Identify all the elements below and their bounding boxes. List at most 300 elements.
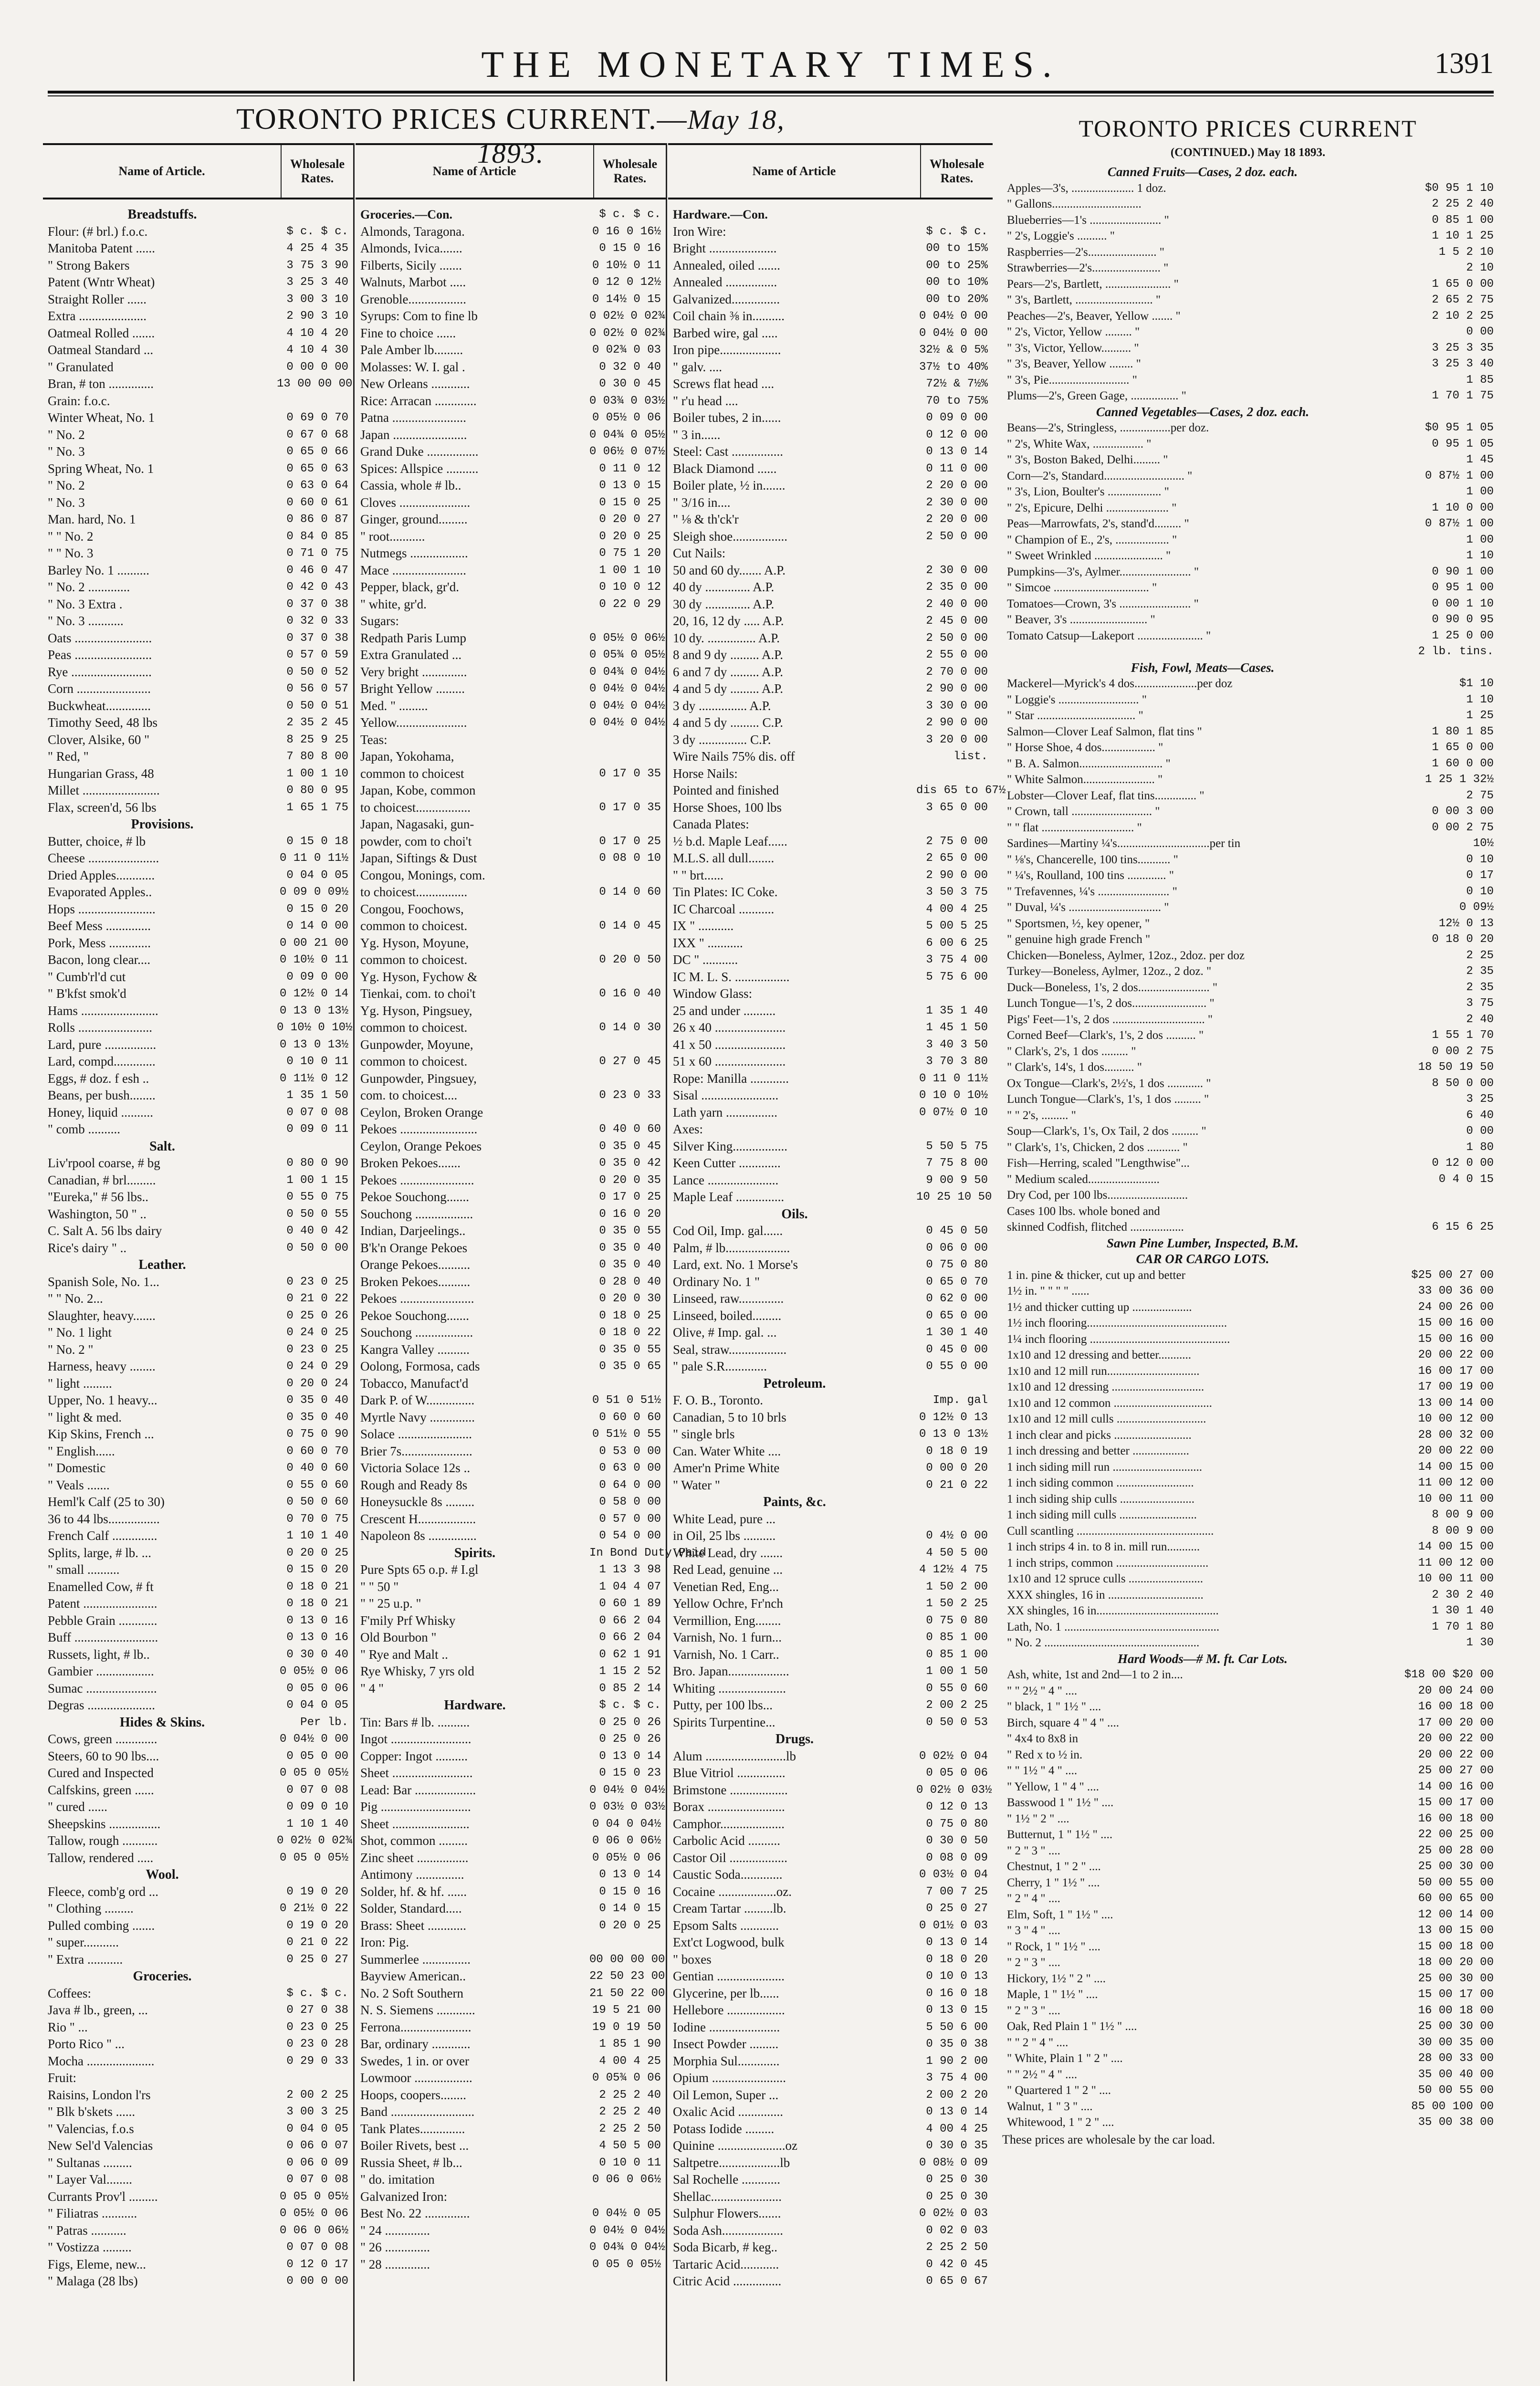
article-name: Cloves ...................... (360, 495, 471, 510)
price-row (360, 2188, 661, 2206)
article-rate: 15 00 16 00 (1418, 1332, 1494, 1346)
article-name: Kangra Valley .......... (360, 1342, 470, 1357)
article-name: Linseed, raw.............. (673, 1291, 784, 1306)
section-heading (1007, 164, 1494, 180)
price-row (48, 630, 348, 647)
article-name: Almonds, Ivica....... (360, 241, 462, 255)
price-row (673, 1392, 988, 1409)
article-rate: 13 00 14 00 (1418, 1396, 1494, 1410)
price-row (360, 2036, 661, 2053)
article-name: Patent (Wntr Wheat) (48, 275, 155, 289)
article-name: " Sweet Wrinkled ....................... " (1007, 549, 1171, 562)
price-row (1007, 628, 1494, 644)
price-row (673, 1680, 988, 1697)
section-heading (673, 1206, 988, 1223)
price-row (48, 460, 348, 478)
price-row (360, 1206, 661, 1223)
price-row (673, 1884, 988, 1901)
price-row (360, 359, 661, 376)
article-rate: 0 17 0 25 (599, 835, 661, 848)
article-name: Steel: Cast ................ (673, 444, 783, 459)
price-row (673, 1053, 988, 1070)
price-row (48, 1697, 348, 1714)
price-row (360, 1104, 661, 1121)
price-row (360, 274, 661, 291)
article-rate: 0 21 0 22 (926, 1478, 988, 1492)
article-name: " 2's, Victor, Yellow ......... " (1007, 325, 1140, 338)
article-rate: 1 10 1 40 (286, 1529, 348, 1542)
article-name: Tomato Catsup—Lakeport ...................... " (1007, 629, 1211, 642)
article-rate: 0 04 0 05 (286, 869, 348, 882)
article-rate: 0 30 0 50 (926, 1834, 988, 1847)
price-row (1007, 1475, 1494, 1491)
article-name: Morphia Sul............. (673, 2053, 780, 2068)
article-rate: 0 04½ 0 04½ (589, 1783, 665, 1797)
article-rate (277, 816, 348, 833)
article-name: Duck—Boneless, 1's, 2 dos........................ " (1007, 981, 1218, 994)
article-name: XX shingles, 16 in......................................... (1007, 1604, 1219, 1617)
price-row (673, 1155, 988, 1172)
article-name: Liv'rpool coarse, # bg (48, 1156, 160, 1170)
article-rate: 0 14 0 00 (286, 920, 348, 932)
article-rate: 85 00 100 00 (1411, 2100, 1494, 2113)
price-row (48, 1087, 348, 1104)
article-name: Linseed, boiled......... (673, 1308, 782, 1323)
article-rate: 0 35 0 65 (599, 1360, 661, 1373)
article-name: Cases 100 lbs. whole boned and (1007, 1204, 1160, 1218)
price-row (360, 528, 661, 545)
price-row (48, 1561, 348, 1579)
article-rate: 0 06 0 06½ (279, 2224, 348, 2237)
article-name: Copper: Ingot .......... (360, 1748, 468, 1763)
article-rate: 0 95 1 05 (1432, 437, 1494, 450)
article-rate: 0 30 0 40 (286, 1648, 348, 1661)
column-header-rate: Wholesale Rates. (920, 145, 993, 198)
article-name: " 2 " 4 " .... (1007, 1892, 1060, 1905)
price-row (48, 1341, 348, 1359)
column-header-name: Name of Article. (118, 164, 205, 178)
article-name: Peaches—2's, Beaver, Yellow ....... " (1007, 309, 1181, 323)
price-row (673, 1290, 988, 1308)
price-row (360, 765, 661, 783)
article-rate: 60 00 65 00 (1418, 1892, 1494, 1905)
article-rate: 0 18 0 20 (1432, 933, 1494, 946)
article-name: " Clark's, 2's, 1 dos ......... " (1007, 1045, 1136, 1058)
price-row (48, 2019, 348, 2036)
article-rate: 0 12 0 00 (926, 428, 988, 441)
article-name: Solace ....................... (360, 1427, 472, 1441)
price-row (1007, 1747, 1494, 1763)
prices-column-3 (668, 143, 1006, 2381)
article-name: Manitoba Patent ...... (48, 241, 155, 255)
article-rate: 0 12 0 12½ (592, 276, 661, 289)
section-heading (360, 1545, 706, 1562)
price-row (360, 342, 661, 359)
article-rate (277, 1968, 348, 1985)
article-name: 51 x 60 ...................... (673, 1054, 786, 1068)
article-name: " No. 2 (48, 478, 85, 492)
article-rate: 16 00 17 00 (1418, 1364, 1494, 1378)
price-row (1007, 580, 1494, 596)
price-row (48, 359, 348, 376)
article-name: Lobster—Clover Leaf, flat tins.............. " (1007, 789, 1205, 802)
article-rate: 2 00 2 25 (286, 2088, 348, 2102)
article-name: " B. A. Salmon............................ " (1007, 757, 1171, 770)
price-row (673, 2103, 988, 2121)
article-rate: 10½ (1473, 837, 1494, 850)
article-rate: 0 13 0 16 (286, 1631, 348, 1644)
article-name: Straight Roller ...... (48, 292, 147, 306)
article-rate: 0 51 0 51½ (592, 1394, 661, 1407)
price-row (360, 494, 661, 512)
price-row (48, 2205, 348, 2222)
article-name: Pekoes ........................ (360, 1122, 478, 1136)
article-rate: 0 25 0 27 (926, 1902, 988, 1915)
price-row (48, 1426, 348, 1443)
publication-title: THE MONETARY TIMES. (481, 43, 1060, 85)
article-rate: 20 00 22 00 (1418, 1748, 1494, 1761)
price-row (1007, 1891, 1494, 1907)
article-name: Upper, No. 1 heavy... (48, 1393, 157, 1407)
price-row (673, 1308, 988, 1325)
price-row (360, 1985, 665, 2002)
article-name: Mocha ..................... (48, 2053, 155, 2068)
price-row (673, 901, 988, 918)
article-rate: 0 02¾ 0 03 (592, 344, 661, 356)
article-rate (916, 1121, 988, 1138)
article-name: Grand Duke ................ (360, 444, 479, 459)
article-name: " ¼'s, Roulland, 100 tins ............. " (1007, 869, 1174, 882)
article-rate: 0 80 0 90 (286, 1157, 348, 1170)
article-name: Hops ........................ (48, 901, 156, 916)
article-rate: 0 23 0 25 (286, 2020, 348, 2034)
article-name: Pekoes ....................... (360, 1291, 474, 1306)
article-name: Antimony ............... (360, 1867, 464, 1882)
article-name: White Lead, dry ....... (673, 1545, 783, 1560)
price-row (48, 1121, 348, 1138)
price-row (673, 1629, 988, 1646)
article-rate: 0 12½ 0 14 (279, 987, 348, 1000)
price-row (48, 935, 348, 952)
article-rate: 20 00 24 00 (1418, 1684, 1494, 1697)
price-row (360, 1765, 661, 1782)
price-row (673, 698, 988, 715)
article-rate: 17 00 19 00 (1418, 1381, 1494, 1393)
article-rate: 0 04¾ 0 04½ (589, 665, 665, 679)
price-row (1007, 1555, 1494, 1571)
article-rate: 1 45 (1466, 453, 1494, 466)
article-rate: 0 24 0 29 (286, 1360, 348, 1373)
article-rate: 0 03¾ 0 03½ (589, 394, 665, 408)
price-row (673, 765, 988, 783)
price-row (360, 1138, 661, 1155)
article-name: Broken Pekoes.......... (360, 1274, 471, 1289)
article-name: 1 inch siding common .......................... (1007, 1476, 1194, 1489)
price-row (673, 443, 988, 460)
article-name: Spices: Allspice .......... (360, 461, 479, 476)
article-name: Soda Bicarb, # keg.. (673, 2240, 777, 2254)
article-name: common to choicest. (360, 952, 468, 967)
article-rate: 0 65 0 70 (926, 1275, 988, 1288)
article-name: " " 2 " 4 " .... (1007, 2036, 1069, 2049)
article-rate: 0 50 0 52 (286, 665, 348, 679)
price-row (673, 1917, 988, 1935)
article-rate: 0 23 0 33 (599, 1089, 661, 1102)
price-row (673, 1985, 988, 2002)
article-rate: 0 16 0 18 (926, 1987, 988, 2000)
price-row (1007, 1587, 1494, 1603)
price-row (360, 1155, 661, 1172)
price-row (360, 1172, 661, 1189)
article-rate: 0 40 0 60 (286, 1462, 348, 1475)
article-name: No. 2 Soft Southern (360, 1986, 463, 2000)
article-rate: 3 75 3 90 (286, 259, 348, 272)
price-row (1007, 1699, 1494, 1715)
article-rate: 0 05½ 0 06 (279, 2207, 348, 2220)
article-name: Ferrona...................... (360, 2020, 471, 2034)
article-rate: 0 05¾ 0 06 (592, 2072, 661, 2084)
price-row (1007, 692, 1494, 708)
price-row (673, 680, 988, 698)
article-name: Iron: Pig. (360, 1935, 409, 1949)
article-name: "Eureka," # 56 lbs.. (48, 1190, 149, 1204)
price-row (48, 1375, 348, 1392)
article-rate: 3 65 0 00 (926, 801, 988, 814)
article-rate: 0 00 2 75 (1432, 1045, 1494, 1058)
article-rate: 1 5 2 10 (1438, 245, 1494, 259)
article-name: Ceylon, Broken Orange (360, 1105, 483, 1120)
article-rate (589, 969, 661, 986)
article-name: Iron pipe................... (673, 343, 781, 357)
article-rate (1398, 1651, 1494, 1667)
article-name: Lard, compd............. (48, 1054, 156, 1068)
article-rate: 7 75 8 00 (926, 1157, 988, 1170)
article-rate: 0 20 0 30 (599, 1292, 661, 1305)
price-row (1007, 228, 1494, 244)
price-row (673, 935, 988, 952)
article-name: Walnuts, Marbot ..... (360, 275, 466, 289)
article-name: Citric Acid ............... (673, 2274, 782, 2288)
article-name: Very bright .............. (360, 664, 467, 679)
article-rate: 20 00 22 00 (1418, 1349, 1494, 1361)
price-row (673, 2188, 988, 2206)
article-name: Timothy Seed, 48 lbs (48, 715, 158, 730)
article-rate: 0 02½ 0 04 (919, 1749, 988, 1763)
article-rate: 5 00 5 25 (926, 920, 988, 932)
article-rate: 0 10 0 11 (599, 2156, 661, 2169)
article-rate: 00 to 25% (926, 259, 988, 272)
price-row (673, 579, 988, 596)
article-name: Spanish Sole, No. 1... (48, 1274, 160, 1289)
article-rate: 2 40 (1466, 1013, 1494, 1026)
price-row (360, 1087, 661, 1104)
article-name: " 24 .............. (360, 2223, 430, 2238)
article-name: 3 dy ............... A.P. (673, 698, 771, 713)
price-row (360, 850, 661, 867)
price-row (1007, 340, 1494, 356)
article-name: " Red x to ½ in. (1007, 1748, 1083, 1761)
price-row (673, 2070, 988, 2087)
article-rate: 0 04 0 05 (286, 2122, 348, 2135)
article-rate (589, 1003, 661, 1020)
price-row (673, 1358, 988, 1375)
price-row (1007, 1827, 1494, 1843)
article-name: Evaporated Apples.. (48, 885, 152, 899)
article-name: Oats ........................ (48, 630, 152, 645)
article-name: Lath, No. 1 .................................................... (1007, 1620, 1220, 1633)
article-name: Steers, 60 to 90 lbs.... (48, 1748, 159, 1763)
article-rate: 0 02½ 0 02¾ (589, 326, 665, 340)
price-row (48, 2188, 348, 2206)
article-rate: 2 20 0 00 (926, 479, 988, 492)
price-row (1007, 1715, 1494, 1731)
article-rate: 0 86 0 87 (286, 513, 348, 526)
article-name: 1½ in. " " " " ...... (1007, 1285, 1090, 1298)
article-rate: 1 85 (1466, 373, 1494, 387)
price-row (1007, 1875, 1494, 1891)
article-rate: 0 20 0 27 (599, 513, 661, 526)
article-name: " " No. 2 (48, 529, 94, 544)
prices-current-title: TORONTO PRICES CURRENT.—May 18, 1893. (236, 103, 785, 169)
article-name: Rice's dairy " .. (48, 1240, 127, 1255)
article-rate: 0 09 0 09½ (279, 886, 348, 899)
article-name: Canadian, # brl......... (48, 1172, 156, 1187)
article-rate: $1 10 (1459, 677, 1494, 690)
price-row (1007, 1123, 1494, 1140)
article-rate: 4 00 4 25 (926, 2122, 988, 2135)
price-row (48, 1951, 348, 1968)
price-row (673, 2087, 988, 2104)
article-rate: Per lb. (300, 1716, 348, 1729)
price-row (360, 1290, 661, 1308)
article-rate: 0 46 0 47 (286, 564, 348, 577)
article-name: Oak, Red Plain 1 " 1½ " .... (1007, 2020, 1137, 2033)
price-row (673, 274, 988, 291)
article-rate: 0 4½ 0 00 (926, 1529, 988, 1542)
article-rate: 0 23 0 28 (286, 2038, 348, 2051)
article-rate: 0 00 2 75 (1432, 821, 1494, 834)
article-rate: 0 05½ 0 06½ (589, 631, 665, 645)
article-rate: 0 22 0 29 (599, 597, 661, 611)
article-name: Strawberries—2's....................... " (1007, 262, 1169, 274)
price-row (673, 782, 1006, 799)
price-row (48, 2256, 348, 2273)
price-row (673, 2053, 988, 2070)
article-name: 30 dy .............. A.P. (673, 596, 775, 611)
article-rate: 1 30 1 40 (926, 1326, 988, 1339)
price-row (1007, 1763, 1494, 1779)
article-name: " 3's, Bartlett, .......................... " (1007, 293, 1161, 306)
price-row (1007, 676, 1494, 692)
article-name: Ox Tongue—Clark's, 2½'s, 1 dos ............ " (1007, 1077, 1211, 1090)
article-name: 1 inch siding mill culls .......................... (1007, 1508, 1197, 1521)
price-row (48, 985, 348, 1003)
article-name: Horse Nails: (673, 766, 738, 781)
article-rate: 1 13 3 98 (599, 1563, 661, 1576)
article-rate: 0 13 0 13½ (919, 1428, 988, 1441)
article-rate (589, 782, 661, 799)
price-row (48, 2036, 348, 2053)
article-rate: 20 00 22 00 (1418, 1732, 1494, 1745)
price-row (48, 579, 348, 596)
price-row (48, 952, 348, 969)
article-name: Amer'n Prime White (673, 1461, 780, 1475)
price-row (673, 1189, 992, 1206)
price-row (48, 867, 348, 884)
article-rate: 0 4 0 15 (1438, 1172, 1494, 1186)
article-name: IXX " ........... (673, 935, 743, 950)
price-row (48, 1765, 348, 1782)
price-row (1007, 196, 1494, 212)
section-heading (360, 206, 661, 223)
article-rate: 0 60 1 89 (599, 1597, 661, 1610)
article-rate: 0 00 21 00 (279, 936, 348, 950)
price-row (673, 596, 988, 613)
article-name: Tank Plates.............. (360, 2121, 465, 2136)
article-rate: 1 90 2 00 (926, 2054, 988, 2068)
article-rate: 37½ to 40% (919, 360, 988, 374)
price-row (360, 918, 661, 935)
article-rate (589, 816, 661, 833)
article-rate: 2 55 0 00 (926, 649, 988, 661)
article-name: Oils. (781, 1206, 808, 1222)
price-row (673, 223, 988, 241)
article-name: Souchong .................. (360, 1325, 473, 1340)
article-name: Caustic Soda............. (673, 1867, 783, 1882)
article-rate: 2 25 2 50 (926, 2241, 988, 2254)
article-rate: 0 67 0 68 (286, 428, 348, 441)
article-rate (277, 1138, 348, 1155)
article-rate: 0 12 0 13 (926, 1800, 988, 1813)
price-row (1007, 596, 1494, 612)
article-rate: 0 40 0 60 (599, 1123, 661, 1136)
article-name: Blueberries—1's ........................ " (1007, 213, 1169, 227)
article-rate: 0 04½ 0 05 (592, 2207, 661, 2220)
article-rate (589, 1104, 661, 1121)
column-header-name: Name of Article (432, 164, 516, 178)
article-rate: 0 60 0 60 (599, 1411, 661, 1424)
article-name: Oolong, Formosa, cads (360, 1359, 480, 1373)
article-rate: 17 00 20 00 (1418, 1716, 1494, 1729)
price-row (48, 1832, 353, 1850)
article-rate: 70 to 75% (926, 394, 988, 408)
article-rate: 0 37 0 38 (286, 631, 348, 645)
article-rate: 0 64 0 00 (599, 1478, 661, 1492)
price-row (673, 1256, 988, 1274)
article-rate: 0 63 0 64 (286, 479, 348, 492)
article-rate: $ c. $ c. (599, 208, 661, 221)
article-name: Beans—2's, Stringless, .................per doz. (1007, 421, 1209, 434)
price-row (360, 1561, 661, 1579)
price-row (673, 2273, 988, 2290)
article-rate: 0 04½ 0 00 (919, 310, 988, 323)
article-rate: 1 60 0 00 (1432, 757, 1494, 770)
price-row (1007, 1108, 1494, 1124)
price-row (48, 1595, 348, 1612)
article-rate: 21 50 22 00 (589, 1987, 665, 2000)
article-name: " pale S.R............. (673, 1359, 767, 1373)
article-rate: 4 00 4 25 (599, 2054, 661, 2068)
price-row (1007, 1203, 1494, 1220)
article-rate: 1 25 1 32½ (1425, 773, 1494, 786)
price-row (360, 2053, 661, 2070)
article-name: 1x10 and 12 dressing ............................... (1007, 1381, 1205, 1393)
article-name: IC Charcoal ........... (673, 901, 775, 916)
article-rate: 0 00 (1466, 1125, 1494, 1138)
article-name: Carbolic Acid .......... (673, 1833, 780, 1848)
article-rate: 0 05 0 06 (926, 1767, 988, 1779)
article-rate: 0 23 0 25 (286, 1275, 348, 1288)
